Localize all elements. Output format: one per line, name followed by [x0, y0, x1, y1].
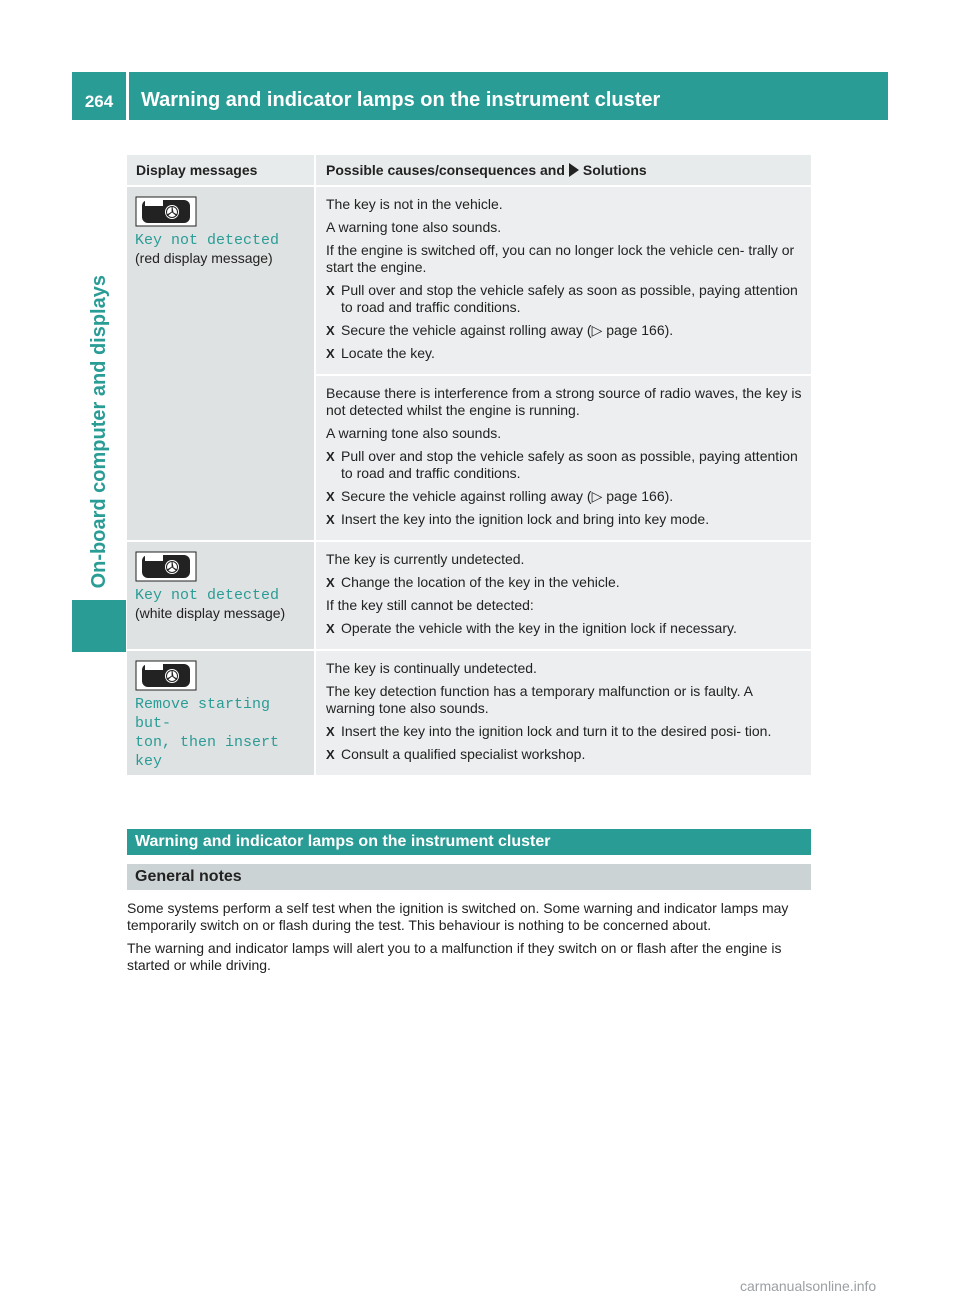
cause-text: The key detection function has a temporary malfunction or is faulty. A warning tone also sounds.: [326, 683, 753, 716]
header-causes-solutions: [314, 155, 811, 185]
display-message-cell: [127, 187, 314, 540]
section-body: [127, 900, 811, 980]
solution-step: X Operate the vehicle with the key in the ignition lock if necessary.: [326, 620, 803, 637]
solution-step: X Insert the key into the ignition lock and bring into key mode.: [326, 511, 803, 528]
cause-group: [316, 187, 811, 374]
causes-solutions-cell: [314, 542, 811, 649]
solution-step: X Pull over and stop the vehicle safely as soon as possible, paying attention to road and traffic conditions.: [326, 282, 803, 316]
solution-step: X Secure the vehicle against rolling away (▷ page 166).: [326, 322, 803, 339]
page-number: 264: [72, 72, 126, 120]
cause-text: A warning tone also sounds.: [326, 219, 502, 235]
cause-group: [316, 651, 811, 775]
section-subtitle: General notes: [127, 864, 811, 890]
display-message-cell: [127, 651, 314, 775]
cause-text: The key is currently undetected.: [326, 551, 525, 567]
page-title: Warning and indicator lamps on the instrument cluster: [129, 72, 888, 120]
solution-step: X Change the location of the key in the vehicle.: [326, 574, 803, 591]
cause-text: If the key still cannot be detected:: [326, 597, 534, 613]
table-row: [127, 542, 811, 651]
table-row: [127, 187, 811, 542]
solution-step: X Pull over and stop the vehicle safely as soon as possible, paying attention to road and traffic conditions.: [326, 448, 803, 482]
header-solutions-text: Solutions: [582, 162, 647, 178]
key-warning-icon: [135, 551, 197, 582]
section-title: Warning and indicator lamps on the instrument cluster: [127, 829, 811, 855]
cause-text: If the engine is switched off, you can no longer lock the vehicle cen- trally or start the engine.: [326, 242, 795, 275]
causes-solutions-cell: [314, 187, 811, 540]
side-chapter-text: On-board computer and displays: [87, 274, 110, 588]
cause-group: [316, 542, 811, 649]
display-message-text: ton, then insert key: [135, 734, 280, 770]
section-paragraph: Some systems perform a self test when the ignition is switched on. Some warning and indicator lamps may temporarily switch on or flash during the test. This behaviour is nothing to be concerned about.: [127, 900, 789, 933]
display-message-text: Key not detected: [135, 232, 280, 249]
table-row: [127, 651, 811, 777]
cause-group: [316, 374, 811, 540]
display-message-text: Remove starting but‑: [135, 696, 271, 732]
table-body: [127, 187, 811, 777]
solution-step: X Secure the vehicle against rolling away (▷ page 166).: [326, 488, 803, 505]
cause-text: Because there is interference from a strong source of radio waves, the key is not detected whilst the engine is running.: [326, 385, 802, 418]
section-paragraph: The warning and indicator lamps will alert you to a malfunction if they switch on or flash after the engine is started or while driving.: [127, 940, 782, 973]
play-arrow-icon: [569, 163, 579, 177]
cause-text: The key is continually undetected.: [326, 660, 537, 676]
solution-step: X Insert the key into the ignition lock and turn it to the desired posi- tion.: [326, 723, 803, 740]
display-message-cell: [127, 542, 314, 649]
cause-text: The key is not in the vehicle.: [326, 196, 503, 212]
solution-step: X Locate the key.: [326, 345, 803, 362]
display-message-note: (white display message): [135, 605, 286, 621]
key-warning-icon: [135, 660, 197, 691]
display-message-note: (red display message): [135, 250, 273, 266]
watermark: carmanualsonline.info: [740, 1278, 877, 1294]
table-header: [127, 155, 811, 187]
side-chapter-label: [72, 130, 126, 588]
side-marker: [72, 600, 126, 652]
display-messages-table: [127, 155, 811, 777]
solution-step: X Consult a qualified specialist workshop.: [326, 746, 803, 763]
causes-solutions-cell: [314, 651, 811, 775]
cause-text: A warning tone also sounds.: [326, 425, 502, 441]
header-display-messages: Display messages: [136, 162, 258, 178]
display-message-text: Key not detected: [135, 587, 280, 604]
header-causes-text: Possible causes/consequences and: [326, 162, 565, 178]
key-warning-icon: [135, 196, 197, 227]
